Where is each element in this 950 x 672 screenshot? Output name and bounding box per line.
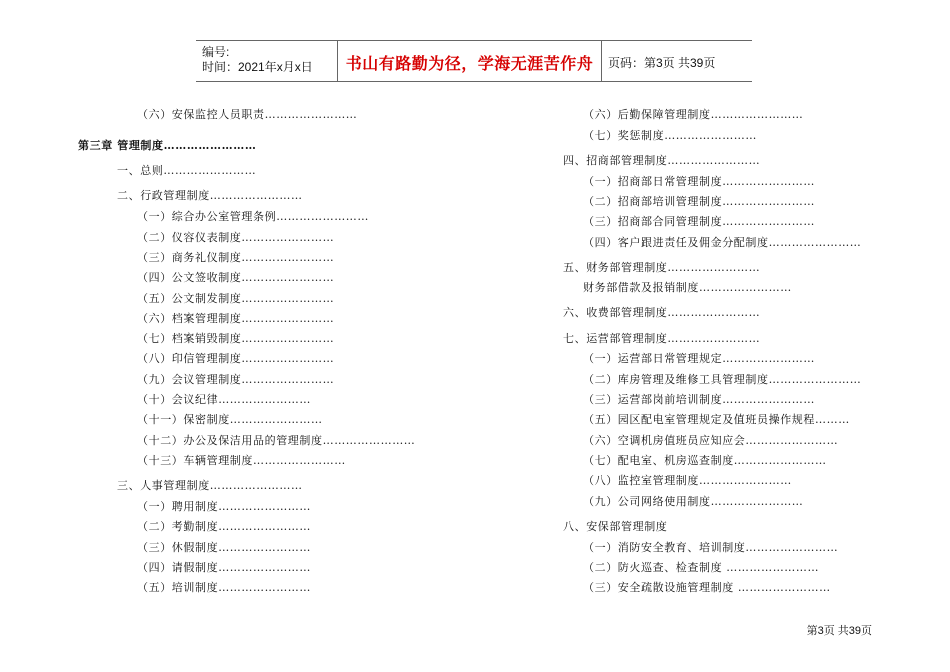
toc-line: （五）培训制度……………………	[137, 581, 311, 594]
toc-line: （二）库房管理及维修工具管理制度……………………	[583, 373, 862, 386]
toc-line: （十二）办公及保洁用品的管理制度……………………	[137, 434, 416, 447]
page-number-label: 页码：第3页 共39页	[608, 56, 716, 70]
toc-line: （一）消防安全教育、培训制度……………………	[583, 541, 839, 554]
toc-line: （四）公文签收制度……………………	[137, 271, 335, 284]
toc-line: （一）综合办公室管理条例……………………	[137, 210, 369, 223]
page-footer: 第3页 共39页	[806, 625, 872, 637]
header-info-cell	[196, 41, 338, 81]
header-page-cell	[602, 41, 752, 81]
toc-line: （十）会议纪律……………………	[137, 393, 311, 406]
toc-line: （八）监控室管理制度……………………	[583, 474, 792, 487]
toc-line: （七）配电室、机房巡查制度……………………	[583, 454, 827, 467]
toc-line: （六）安保监控人员职责……………………	[137, 108, 358, 121]
toc-line: （五）园区配电室管理规定及值班员操作规程………	[583, 413, 850, 426]
chapter-heading: 第三章 管理制度……………………	[78, 139, 257, 152]
toc-line: 一、总则……………………	[117, 164, 257, 177]
page-header	[196, 40, 752, 82]
toc-line: （九）公司网络使用制度……………………	[583, 495, 804, 508]
toc-line: （一）招商部日常管理制度……………………	[583, 175, 815, 188]
toc-line: （四）请假制度……………………	[137, 561, 311, 574]
toc-line: （一）运营部日常管理规定……………………	[583, 352, 815, 365]
toc-line: （二）仪容仪表制度……………………	[137, 231, 335, 244]
toc-line: （四）客户跟进责任及佣金分配制度……………………	[583, 236, 862, 249]
toc-line: （六）后勤保障管理制度……………………	[583, 108, 804, 121]
toc-line: （一）聘用制度……………………	[137, 500, 311, 513]
toc-line: 八、安保部管理制度	[563, 520, 668, 533]
toc-line: （二）考勤制度……………………	[137, 520, 311, 533]
toc-line: （三）招商部合同管理制度……………………	[583, 215, 815, 228]
toc-line: （七）档案销毁制度……………………	[137, 332, 335, 345]
toc-line: 三、人事管理制度……………………	[117, 479, 303, 492]
toc-line: 七、运营部管理制度……………………	[563, 332, 761, 345]
toc-line: 六、收费部管理制度……………………	[563, 306, 761, 319]
toc-line: （六）空调机房值班员应知应会……………………	[583, 434, 839, 447]
toc-line: （九）会议管理制度……………………	[137, 373, 335, 386]
time-label: 时间：2021年x月x日	[202, 60, 313, 74]
toc-line: （三）商务礼仪制度……………………	[137, 251, 335, 264]
toc-line: （三）运营部岗前培训制度……………………	[583, 393, 815, 406]
toc-line: 五、财务部管理制度……………………	[563, 261, 761, 274]
toc-line: （二）防火巡查、检查制度 ……………………	[583, 561, 820, 574]
toc-line: 四、招商部管理制度……………………	[563, 154, 761, 167]
toc-line: 二、行政管理制度……………………	[117, 189, 303, 202]
number-label: 编号:	[202, 45, 230, 59]
toc-line: （三）休假制度……………………	[137, 541, 311, 554]
toc-line: （八）印信管理制度……………………	[137, 352, 335, 365]
toc-line: （十三）车辆管理制度……………………	[137, 454, 346, 467]
header-motto-cell	[338, 41, 602, 81]
toc-line: （三）安全疏散设施管理制度 ……………………	[583, 581, 831, 594]
toc-line: （六）档案管理制度……………………	[137, 312, 335, 325]
toc-line: （五）公文制发制度……………………	[137, 292, 335, 305]
toc-line: 财务部借款及报销制度……………………	[583, 281, 792, 294]
motto-text: 书山有路勤为径，学海无涯苦作舟	[345, 56, 594, 73]
toc-line: （二）招商部培训管理制度……………………	[583, 195, 815, 208]
toc-line: （十一）保密制度……………………	[137, 413, 323, 426]
toc-line: （七）奖惩制度……………………	[583, 129, 757, 142]
